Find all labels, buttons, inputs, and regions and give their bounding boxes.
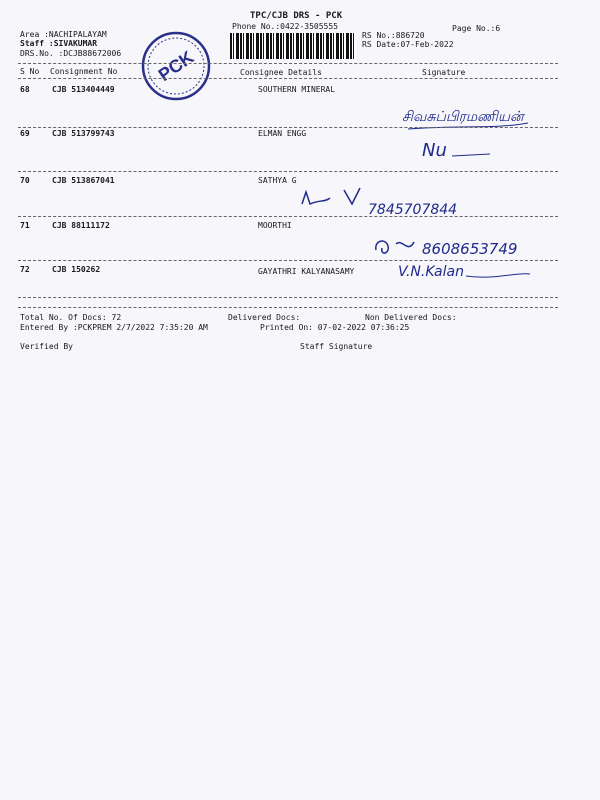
row-consignment: CJB 513404449 — [52, 85, 115, 94]
page-number: Page No.:6 — [452, 24, 501, 33]
divider — [18, 127, 558, 128]
row-consignee: ELMAN ENGG — [258, 129, 307, 138]
verified-by: Verified By — [20, 342, 73, 351]
svg-text:V.N.Kalan: V.N.Kalan — [398, 264, 464, 280]
stamp-text: PCK — [154, 46, 198, 86]
divider — [18, 78, 558, 79]
divider — [18, 297, 558, 298]
divider — [18, 63, 558, 64]
row-signature — [300, 180, 500, 220]
row-signature — [396, 258, 536, 284]
column-header-sno: S No — [20, 67, 40, 76]
svg-text:சிவசுப்பிரமணியன்: சிவசுப்பிரமணியன் — [402, 109, 524, 125]
document-title: TPC/CJB DRS - PCK — [250, 11, 343, 21]
drs-number: DRS.No. :DCJB88672006 — [20, 49, 122, 58]
staff-label: Staff :SIVAKUMAR — [20, 39, 98, 48]
divider — [18, 216, 558, 217]
divider — [18, 307, 558, 308]
row-sno: 70 — [20, 176, 30, 185]
row-consignment: CJB 88111172 — [52, 221, 110, 230]
area-label: Area :NACHIPALAYAM — [20, 30, 107, 39]
non-delivered-docs: Non Delivered Docs: — [365, 313, 457, 322]
row-sno: 72 — [20, 265, 30, 274]
row-consignee: MOORTHI — [258, 221, 292, 230]
svg-text:8608653749: 8608653749 — [422, 240, 518, 258]
rs-number: RS No.:886720 — [362, 31, 425, 40]
delivered-docs: Delivered Docs: — [228, 313, 301, 322]
row-consignee: GAYATHRI KALYANASAMY — [258, 267, 355, 276]
row-consignee: SOUTHERN MINERAL — [258, 85, 336, 94]
svg-text:7845707844: 7845707844 — [368, 202, 458, 218]
total-docs: Total No. Of Docs: 72 — [20, 313, 122, 322]
divider — [18, 171, 558, 172]
column-header-signature: Signature — [422, 68, 466, 77]
column-header-consignee: Consignee Details — [240, 68, 322, 77]
row-sno: 69 — [20, 129, 30, 138]
row-consignment: CJB 150262 — [52, 265, 101, 274]
entered-by: Entered By :PCKPREM 2/7/2022 7:35:20 AM — [20, 323, 208, 332]
rs-date: RS Date:07-Feb-2022 — [362, 40, 454, 49]
row-sno: 68 — [20, 85, 30, 94]
staff-signature-label: Staff Signature — [300, 342, 373, 351]
row-sno: 71 — [20, 221, 30, 230]
pck-stamp — [140, 30, 212, 102]
row-consignment: CJB 513799743 — [52, 129, 115, 138]
row-consignee: SATHYA G — [258, 176, 297, 185]
printed-on: Printed On: 07-02-2022 07:36:25 — [260, 323, 410, 332]
row-signature — [418, 136, 498, 164]
svg-text:Nu: Nu — [422, 140, 447, 161]
phone-number: Phone No.:0422-3505555 — [232, 22, 338, 31]
row-consignment: CJB 513867041 — [52, 176, 115, 185]
column-header-consignment: Consignment No — [50, 67, 118, 76]
barcode — [230, 33, 356, 59]
